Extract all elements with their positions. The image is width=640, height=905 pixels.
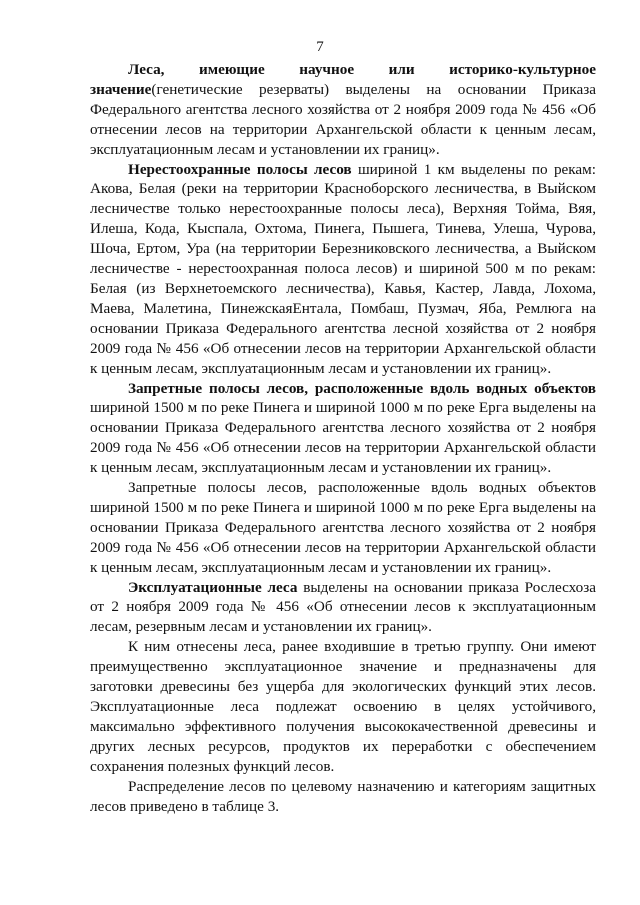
paragraph-text: выделены на основании приказа Рослесхоза от 2 ноября 2009 года № 456 «Об отнесении лесов к эксплуатационным лесам, резервным лесам и установлении их границ».	[90, 578, 596, 636]
paragraph-text: шириной 1500 м по реке Пинега и шириной 1000 м по реке Ерга выделены на основании Приказа Федерального агентства лесного хозяйства от 2 ноября 2009 года № 456 «Об отнесении лесов на территории Архангельской области к ценным лесам, эксплуатационным лесам и установлении их границ».	[90, 399, 596, 477]
paragraph-heading: Нерестоохранные полосы лесов	[128, 160, 352, 178]
page-number: 7	[316, 39, 324, 55]
paragraph-exploitation-forests	[90, 578, 596, 638]
paragraph-text: К ним отнесены леса, ранее входившие в третью группу. Они имеют преимущественно эксплуатационное значение и предназначены для заготовки древесины без ущерба для экологических функций этих лесов. Эксплуатационные леса подлежат освоению в целях устойчивого, максимально эффективного получения высококачественной древесины и других лесных ресурсов, продуктов их переработки с обеспечением сохранения полезных функций лесов.	[90, 638, 596, 775]
paragraph-text: Распределение лесов по целевому назначению и категориям защитных лесов приведено в таблице 3.	[90, 777, 596, 815]
paragraph-scientific-forests	[90, 60, 596, 160]
paragraph-spawning-protection	[90, 160, 596, 379]
paragraph-heading: Эксплуатационные леса	[128, 578, 298, 596]
paragraph-text: шириной 1 км выделены по рекам: Акова, Белая (реки на территории Красноборского лесничества, в Выйском лесничестве только нерестоохранные полосы леса), Верхняя Тойма, Вяя, Илеша, Кода, Кыспала, Охтома, Пинега, Пышега, Тинева, Улеша, Чурова, Шоча, Ертом, Ура (на территории Березниковского лесничества, а Выйском лесничестве - нерестоохранная полоса лесов) и шириной 500 м по рекам: Белая (из Верхнетоемского лесничества), Кавья, Кастер, Лавда, Лохома, Маева, Малетина, ПинежскаяЕнтала, Помбаш, Пузмач, Яба, Ремлюга на основании Приказа Федерального агентства лесной хозяйства от 2 ноября 2009 года № 456 «Об отнесении лесов на территории Архангельской области к ценным лесам, эксплуатационным лесам и установлении их границ».	[90, 160, 596, 377]
paragraph-table-reference	[90, 777, 596, 817]
paragraph-heading: Запретные полосы лесов, расположенные вдоль водных объектов	[128, 379, 596, 397]
paragraph-exploitation-description	[90, 637, 596, 776]
paragraph-heading: Леса, имеющие научное или историко-культурное значение	[90, 61, 596, 98]
paragraph-restricted-strips-repeat	[90, 478, 596, 578]
paragraph-restricted-strips	[90, 379, 596, 479]
paragraph-text: Запретные полосы лесов, расположенные вдоль водных объектов шириной 1500 м по реке Пинега и шириной 1000 м по реке Ерга выделены на основании Приказа Федерального агентства лесного хозяйства от 2 ноября 2009 года № 456 «Об отнесении лесов на территории Архангельской области к ценным лесам, эксплуатационным лесам и установлении их границ».	[90, 479, 596, 576]
document-body	[90, 60, 596, 816]
paragraph-text: (генетические резерваты) выделены на основании Приказа Федерального агентства лесного хозяйства от 2 ноября 2009 года № 456 «Об отнесении лесов на территории Архангельской области к ценным лесам, эксплуатационным лесам и установлении их границ».	[90, 80, 596, 158]
